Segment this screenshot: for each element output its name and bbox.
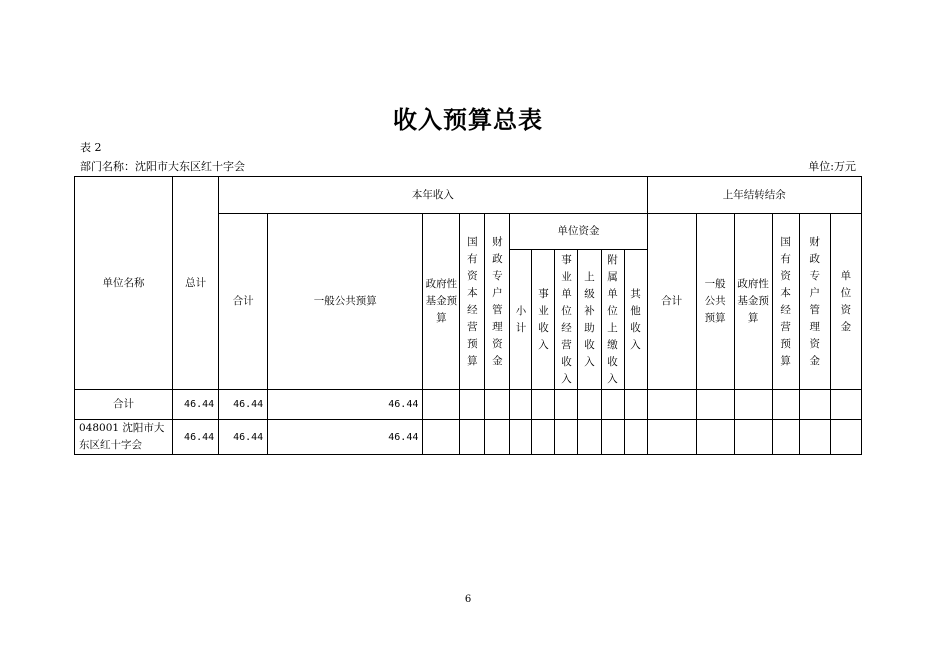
header-unit-funds: 单位资金	[510, 214, 647, 250]
department-name: 部门名称：沈阳市大东区红十字会	[80, 160, 245, 173]
header-cy-state-capital: 国 有 资 本 经 营 预 算	[460, 214, 485, 390]
page-number: 6	[464, 594, 472, 605]
header-total: 总计	[173, 177, 219, 390]
header-cy-sum: 合计	[219, 214, 268, 390]
header-unit-name: 单位名称	[75, 177, 173, 390]
header-cy-general: 一般公共预算	[268, 214, 423, 390]
header-uf-superior: 上 级 补 助 收 入	[578, 250, 601, 390]
header-cy-gov-fund: 政府性 基金预 算	[423, 214, 460, 390]
unit-label: 单位:万元	[808, 160, 856, 173]
header-prev-year: 上年结转结余	[647, 177, 861, 214]
header-uf-business: 事 业 收 入	[532, 250, 555, 390]
row-cy-general: 46.44	[268, 420, 423, 455]
header-py-state-capital: 国 有 资 本 经 营 预 算	[772, 214, 799, 390]
header-py-unit-funds: 单 位 资 金	[830, 214, 861, 390]
table-row	[75, 420, 862, 455]
row-cy-general: 46.44	[268, 390, 423, 420]
row-total: 46.44	[173, 420, 219, 455]
header-uf-other: 其 他 收 入	[624, 250, 647, 390]
header-uf-subtotal: 小 计	[510, 250, 532, 390]
row-name: 048001 沈阳市大东区红十字会	[75, 420, 173, 455]
table-number: 表 2	[80, 141, 102, 154]
header-py-general: 一般 公共 预算	[696, 214, 734, 390]
table-row	[75, 390, 862, 420]
header-uf-operation: 事 业 单 位 经 营 收 入	[555, 250, 578, 390]
header-py-sum: 合计	[647, 214, 696, 390]
document-title: 收入预算总表	[393, 105, 543, 134]
row-cy-sum: 46.44	[219, 390, 268, 420]
header-py-gov-fund: 政府性 基金预 算	[734, 214, 772, 390]
header-cy-fiscal-mgmt: 财 政 专 户 管 理 资 金	[485, 214, 510, 390]
row-name: 合计	[75, 390, 173, 420]
row-total: 46.44	[173, 390, 219, 420]
header-uf-affiliated: 附 属 单 位 上 缴 收 入	[601, 250, 624, 390]
header-current-year: 本年收入	[219, 177, 647, 214]
header-py-fiscal-mgmt: 财 政 专 户 管 理 资 金	[799, 214, 830, 390]
income-budget-table	[74, 176, 862, 455]
row-cy-sum: 46.44	[219, 420, 268, 455]
